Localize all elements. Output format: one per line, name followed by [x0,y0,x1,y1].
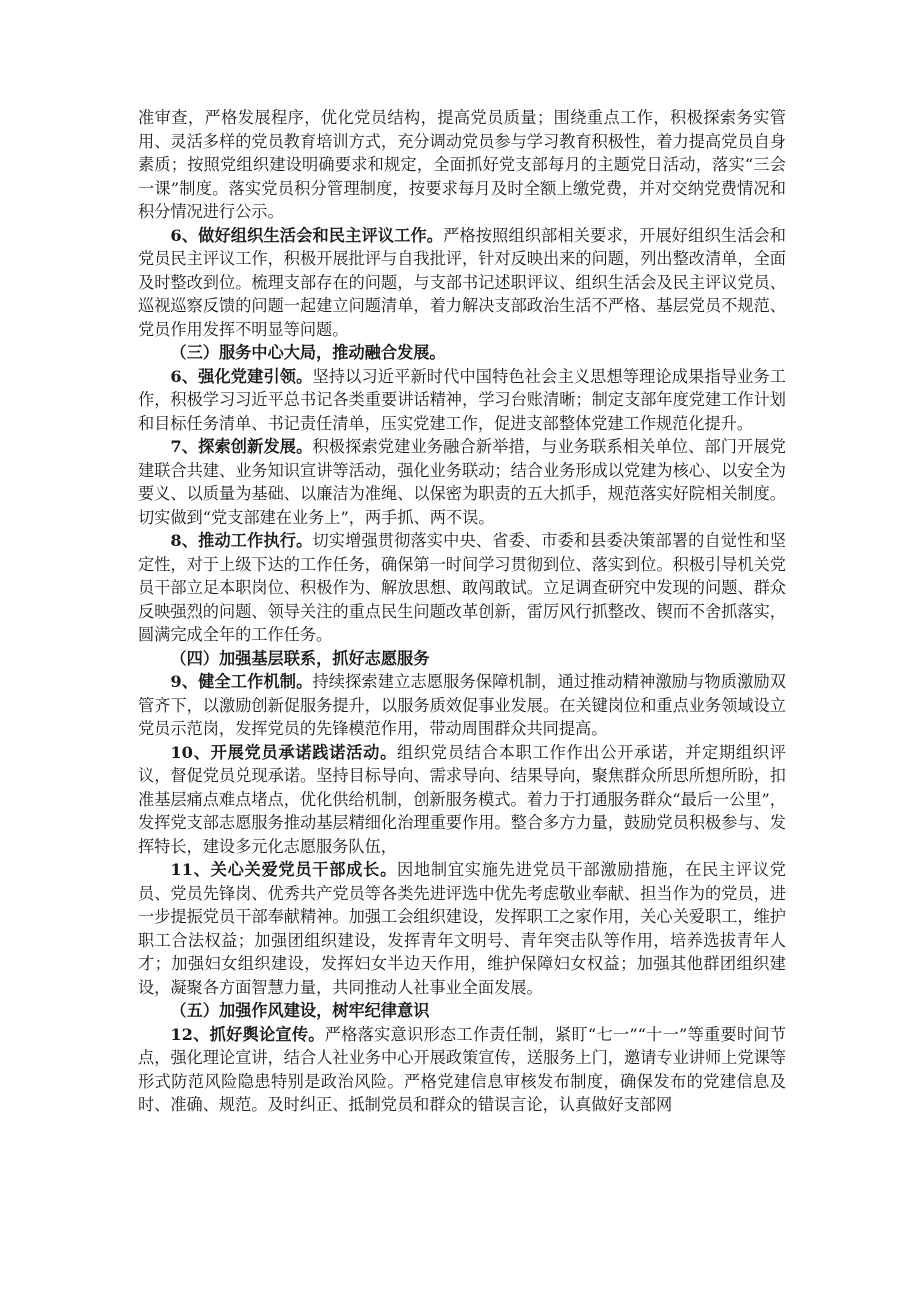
paragraph-lead: 10、开展党员承诺践诺活动。 [170,742,398,762]
paragraph-lead: 7、探索创新发展。 [170,437,313,456]
paragraph-lead: 9、健全工作机制。 [170,672,313,691]
paragraph-lead: 6、强化党建引领。 [170,366,313,386]
paragraph-text: 切实增强贯彻落实中央、省委、市委和县委决策部署的自觉性和坚定性，对于上级下达的工作任务，确保第一时间学习贯彻到位、落实到位。积极引导机关党员干部立足本职岗位、积极作为、解放思想、敢闯敢试。立足调查研究中发现的问题、群众反映强烈的问题、领导关注的重点民生问题改革创新，雷厉风行抓整改、锲而不舍抓落实，圆满完成全年的工作任务。 [138,531,786,644]
paragraph-text: 因地制宜实施先进党员干部激励措施，在民主评议党员、党员先锋岗、优秀共产党员等各类先进评选中优先考虑敬业奉献、担当作为的党员，进一步提振党员干部奉献精神。加强工会组织建设，发挥职工之家作用，关心关爱职工，维护职工合法权益；加强团组织建设，发挥青年文明号、青年突击队等作用，培养选拔青年人才；加强妇女组织建设，发挥妇女半边天作用，维护保障妇女权益；加强其他群团组织建设，凝聚各方面智慧力量，共同推动人社事业全面发展。 [138,860,786,997]
paragraph-text: 持续探索建立志愿服务保障机制，通过推动精神激励与物质激励双管齐下，以激励创新促服务提升，以服务质效促事业发展。在关键岗位和重点业务领域设立党员示范岗，发挥党员的先锋模范作用，带动周围群众共同提高。 [138,672,786,738]
section-heading-3: （三）服务中心大局，推动融合发展。 [170,343,446,362]
section-heading-5: （五）加强作风建设，树牢纪律意识 [170,1001,430,1020]
paragraph-item-12 [138,1023,786,1117]
paragraph-text: 积极探索党建业务融合新举措，与业务联系相关单位、部门开展党建联合共建、业务知识宣讲等活动，强化业务联动；结合业务形成以党建为核心、以安全为要义、以质量为基础、以廉洁为准绳、以保密为职责的五大抓手，规范落实好院相关制度。切实做到“党支部建在业务上”，两手抓、两不误。 [138,437,786,527]
paragraph-lead: 12、抓好舆论宣传。 [170,1024,325,1044]
paragraph-text: 准审查，严格发展程序，优化党员结构，提高党员质量；围绕重点工作，积极探索务实管用、灵活多样的党员教育培训方式，充分调动党员参与学习教育积极性，着力提高党员自身素质；按照党组织建设明确要求和规定，全面抓好党支部每月的主题党日活动，落实“三会一课”制度。落实党员积分管理制度，按要求每月及时全额上缴党费，并对交纳党费情况和积分情况进行公示。 [138,108,786,221]
paragraph-lead: 11、关心关爱党员干部成长。 [170,860,398,879]
paragraph-item-6-party-building [138,365,786,436]
paragraph-text: 严格按照组织部相关要求，开展好组织生活会和党员民主评议工作，积极开展批评与自我批评，针对反映出来的问题，列出整改清单，全面及时整改到位。梳理支部存在的问题，与支部书记述职评议、组织生活会及民主评议党员、巡视巡察反馈的问题一起建立问题清单，着力解决支部政治生活不严格、基层党员不规范、党员作用发挥不明显等问题。 [138,225,786,339]
paragraph-item-8 [138,529,786,647]
paragraph-text: 组织党员结合本职工作作出公开承诺，并定期组织评议，督促党员兑现承诺。坚持目标导向、需求导向、结果导向，聚焦群众所思所想所盼，扣准基层痛点难点堵点，优化供给机制，创新服务模式。着力于打通服务群众“最后一公里”，发挥党支部志愿服务推动基层精细化治理重要作用。整合多方力量，鼓励党员积极参与、发挥特长，建设多元化志愿服务队伍， [138,742,786,856]
paragraph-item-7 [138,435,786,529]
section-heading-4: （四）加强基层联系，抓好志愿服务 [170,648,430,668]
paragraph-item-10 [138,741,786,859]
paragraph-lead: 8、推动工作执行。 [170,531,313,550]
paragraph-lead: 6、做好组织生活会和民主评议工作。 [170,225,444,245]
paragraph-text: 严格落实意识形态工作责任制，紧盯“七一”“十一”等重要时间节点，强化理论宣讲，结合人社业务中心开展政策宣传，送服务上门，邀请专业讲师上党课等形式防范风险隐患特别是政治风险。严格党建信息审核发布制度，确保发布的党建信息及时、准确、规范。及时纠正、抵制党员和群众的错误言论，认真做好支部网 [138,1024,787,1114]
paragraph-item-9 [138,670,786,741]
document-body [138,106,786,1117]
paragraph-text: 坚持以习近平新时代中国特色社会主义思想等理论成果指导业务工作，积极学习习近平总书记各类重要讲话精神，学习台账清晰；制定支部年度党建工作计划和目标任务清单、书记责任清单，压实党建工作，促进支部整体党建工作规范化提升。 [138,366,786,433]
paragraph-continuation [138,106,786,224]
paragraph-item-11 [138,858,786,999]
paragraph-item-6-organization-life [138,224,786,342]
